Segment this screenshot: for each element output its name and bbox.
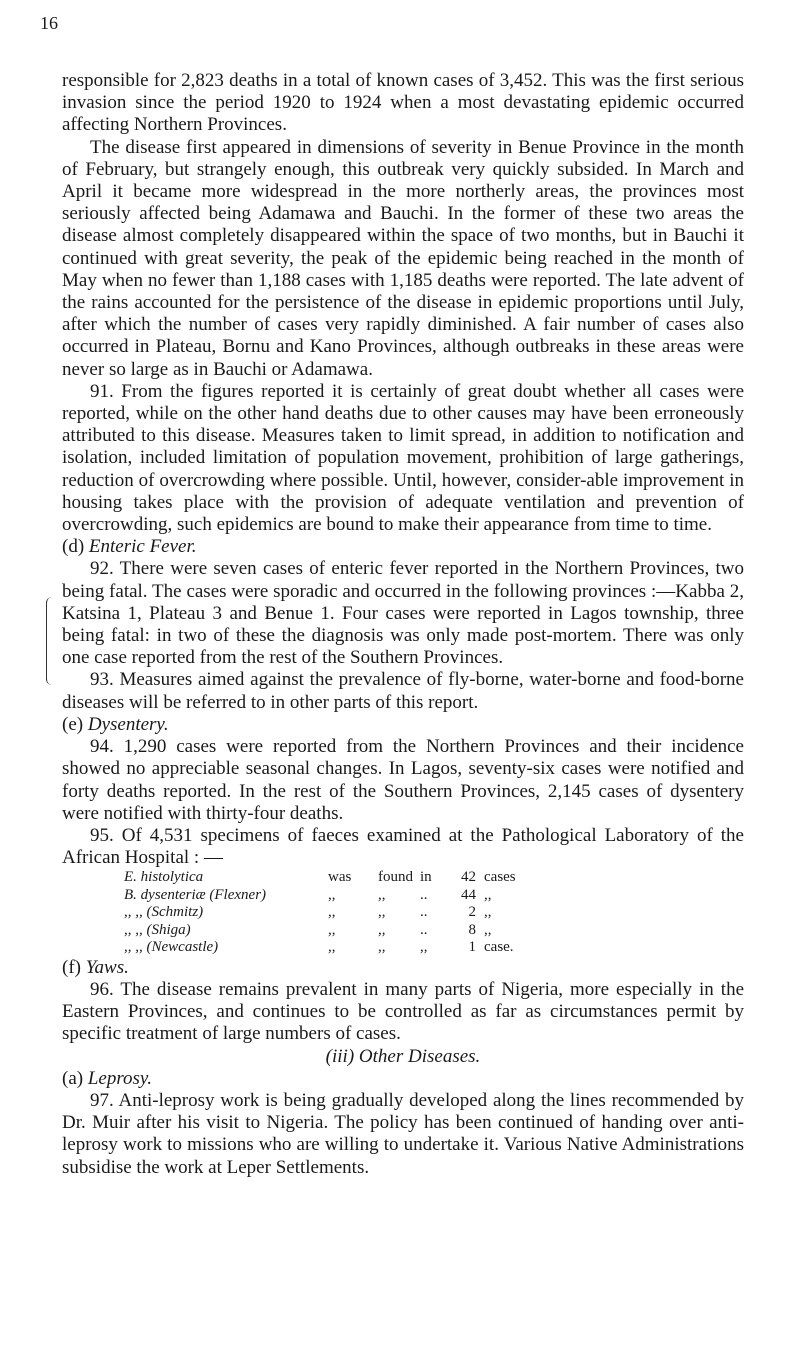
unit: cases	[484, 869, 516, 886]
cell: ,,	[328, 939, 336, 956]
count: 42	[461, 869, 476, 886]
organism: B. dysenteriæ (Flexner)	[124, 886, 267, 903]
heading-label: (d)	[62, 536, 85, 558]
cell: ,,	[378, 904, 386, 921]
count: 44	[461, 886, 476, 903]
organism: ,, ,, (Schmitz)	[124, 904, 204, 921]
margin-bracket	[46, 597, 55, 685]
unit: case.	[484, 939, 514, 956]
table-row	[124, 869, 522, 887]
organism: ,, ,, (Shiga)	[124, 921, 191, 938]
heading-dysentery	[62, 714, 744, 736]
heading-leprosy	[62, 1068, 744, 1090]
unit: ,,	[484, 921, 492, 938]
heading-enteric-fever	[62, 536, 744, 558]
table-row	[124, 922, 522, 940]
count: 2	[468, 904, 476, 921]
cell: was	[328, 869, 352, 886]
paragraph-94: 94. 1,290 cases were reported from the Northern Provinces and their incidence showed no appreciable seasonal changes. In Lagos, seventy-six cases were notified and forty deaths reported. In the rest of the Southern Provinces, 2,145 cases of dysentery were notified with thirty-four deaths.	[62, 736, 744, 824]
unit: ,,	[484, 886, 492, 903]
cell: ,,	[378, 939, 386, 956]
heading-yaws	[62, 957, 744, 979]
cell: in	[420, 869, 432, 886]
paragraph-91: 91. From the figures reported it is certainly of great doubt whether all cases were reported, while on the other hand deaths due to other causes may have been erroneously attributed to this disease. Measures taken to limit spread, in addition to notification and isolation, included limitation of population movement, prohibition of large gatherings, reduction of overcrowding where possible. Until, however, consider-able improvement in housing takes place with the provision of adequate ventilation and prevention of overcrowding, such epidemics are bound to make their appearance from time to time.	[62, 380, 744, 536]
cell: ..	[420, 886, 428, 903]
cell: ,,	[328, 904, 336, 921]
paragraph-96: 96. The disease remains prevalent in many parts of Nigeria, more especially in the Eastern Provinces, and continues to be controlled as far as circumstances permit by specific treatment of large numbers of cases.	[62, 979, 744, 1045]
organism: E. histolytica	[124, 869, 204, 886]
heading-title: Leprosy.	[87, 1067, 153, 1089]
paragraph-continued: responsible for 2,823 deaths in a total of known cases of 3,452. This was the first serious invasion since the period 1920 to 1924 when a most devastating epidemic occurred affecting Northern Provinces.	[62, 70, 744, 136]
table-row	[124, 904, 522, 922]
cell: ,,	[420, 939, 428, 956]
cell: ..	[420, 921, 428, 938]
section-heading-other-diseases	[62, 1046, 744, 1068]
cell: ,,	[378, 921, 386, 938]
cell: ,,	[328, 921, 336, 938]
organism: ,, ,, (Newcastle)	[124, 939, 219, 956]
table-row	[124, 887, 522, 905]
paragraph-95: 95. Of 4,531 specimens of faeces examined at the Pathological Laboratory of the African Hospital : —	[62, 824, 744, 869]
heading-title: Yaws.	[85, 956, 129, 978]
section-label: (iii)	[325, 1045, 355, 1067]
paragraph-disease-spread: The disease first appeared in dimensions of severity in Benue Province in the month of February, but strangely enough, this outbreak very quickly subsided. In March and April it became more widespread in the more northerly areas, the provinces most seriously affected being Adamawa and Bauchi. In the former of these two areas the disease almost completely disappeared within the space of two months, but in Bauchi it continued with great severity, the peak of the epidemic being reached in the month of May when no fewer than 1,188 cases with 1,185 deaths were reported. The late advent of the rains accounted for the persistence of the disease in epidemic proportions until July, after which the number of cases very rapidly diminished. A fair number of cases also occurred in Plateau, Bornu and Kano Provinces, although outbreaks in these areas were never so large as in Bauchi or Adamawa.	[62, 136, 744, 380]
cell: ..	[420, 904, 428, 921]
heading-label: (a)	[62, 1067, 84, 1089]
page-number: 16	[40, 13, 58, 33]
cell: ,,	[328, 886, 336, 903]
document-body	[62, 70, 744, 1179]
heading-label: (e)	[62, 713, 84, 735]
paragraph-92: 92. There were seven cases of enteric fever reported in the Northern Provinces, two being fatal. The cases were sporadic and occurred in the following provinces :—Kabba 2, Katsina 1, Plateau 3 and Benue 1. Four cases were reported in Lagos township, three being fatal: in two of these the diagnosis was only made post-mortem. There was only one case reported from the rest of the Southern Provinces.	[62, 558, 744, 669]
count: 8	[468, 921, 476, 938]
heading-title: Enteric Fever.	[88, 536, 197, 558]
cell: found	[378, 869, 413, 886]
paragraph-93: 93. Measures aimed against the prevalence of fly-borne, water-borne and food-borne diseases will be referred to in other parts of this report.	[62, 669, 744, 713]
heading-title: Dysentery.	[87, 713, 169, 735]
specimens-table	[124, 869, 522, 957]
count: 1	[468, 939, 476, 956]
paragraph-97: 97. Anti-leprosy work is being gradually developed along the lines recommended by Dr. Muir after his visit to Nigeria. The policy has been continued of handing over anti-leprosy work to missions who are willing to undertake it. Various Native Administrations subsidise the work at Leper Settlements.	[62, 1090, 744, 1178]
section-title: Other Diseases.	[358, 1045, 481, 1067]
unit: ,,	[484, 904, 492, 921]
cell: ,,	[378, 886, 386, 903]
table-row	[124, 939, 522, 957]
heading-label: (f)	[62, 956, 81, 978]
